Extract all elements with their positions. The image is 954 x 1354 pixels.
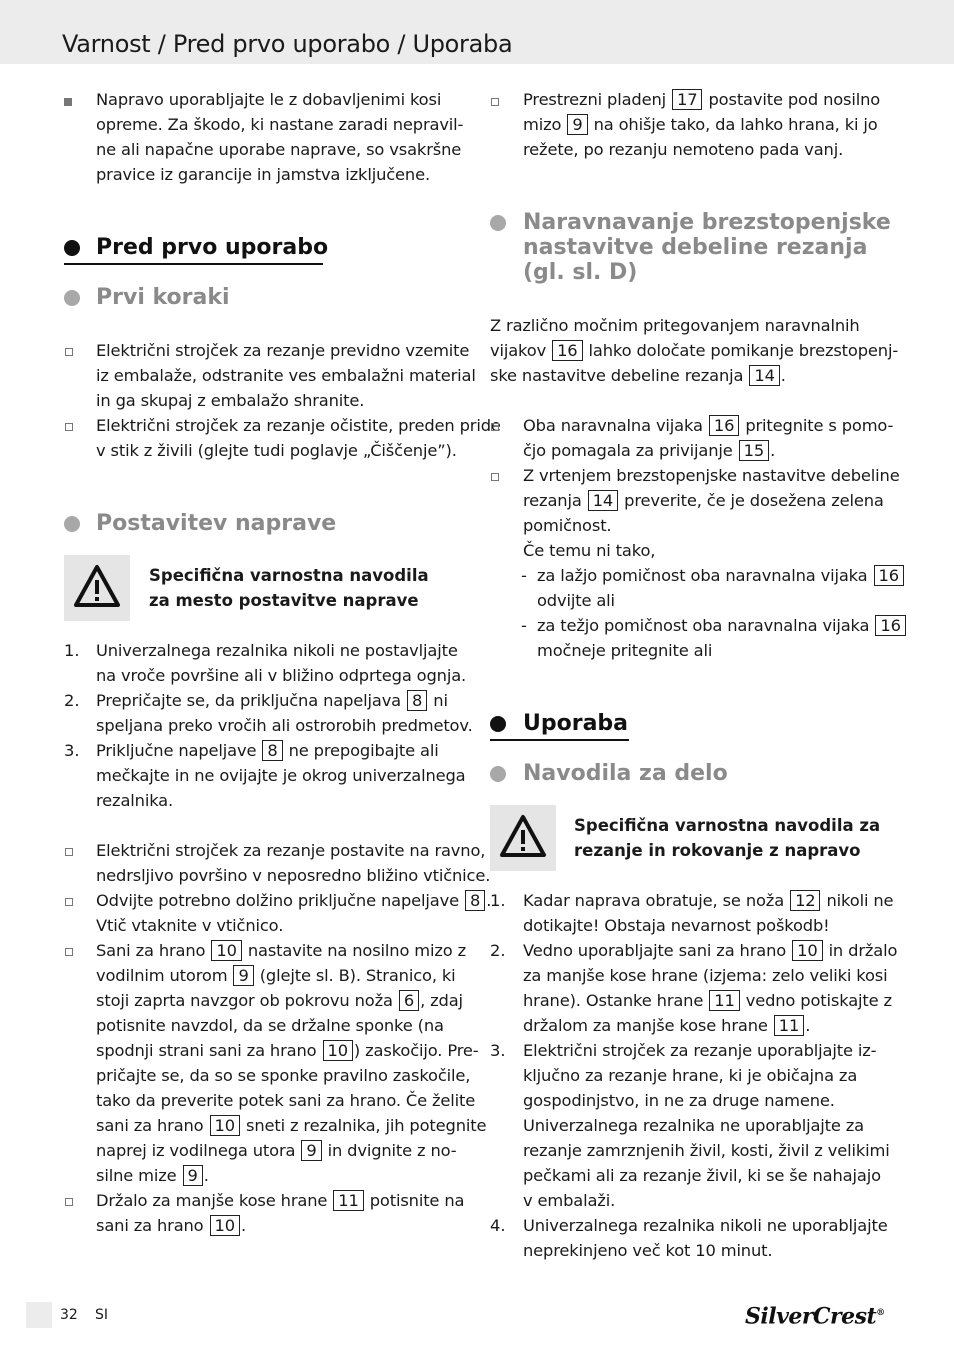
bullet-open xyxy=(491,98,499,106)
heading-pred-prvo-uporabo: Pred prvo uporabo xyxy=(96,235,329,260)
bullet-open xyxy=(65,848,73,856)
reference-number: 11 xyxy=(709,990,739,1011)
text-line: za težjo pomičnost oba naravnalna vijaka 16 xyxy=(537,613,907,638)
text-line: in ga skupaj z embalažo shranite. xyxy=(96,391,365,410)
reference-number: 16 xyxy=(709,415,739,436)
dash-bullet: - xyxy=(521,566,527,585)
text-line: sani za hrano 10 sneti z rezalnika, jih potegnite xyxy=(96,1116,487,1135)
text-line: pričajte se, da so se sponke pravilno zaskočile, xyxy=(96,1066,471,1085)
reference-number: 8 xyxy=(465,890,485,911)
text-line: nastavitve debeline rezanja xyxy=(523,235,868,260)
reference-number: 11 xyxy=(333,1190,363,1211)
reference-number: 10 xyxy=(210,1115,240,1136)
text-line: rezanje in rokovanje z napravo xyxy=(574,841,861,860)
section-dot xyxy=(490,766,506,782)
text-line: rezanje zamrznjenih živil, kosti, živil z velikimi xyxy=(523,1141,890,1160)
heading-underline xyxy=(64,263,323,265)
text-line: mizo 9 na ohišje tako, da lahko hrana, ki jo xyxy=(523,115,878,134)
section-dot xyxy=(490,215,506,231)
reference-number: 9 xyxy=(233,965,253,986)
text-line: rezalnika. xyxy=(96,791,174,810)
text-line: v embalaži. xyxy=(523,1191,616,1210)
bullet-open xyxy=(65,348,73,356)
text-line: opreme. Za škodo, ki nastane zaradi nepravil- xyxy=(96,115,464,134)
reference-number: 8 xyxy=(262,740,282,761)
reference-number: 10 xyxy=(792,940,822,961)
text-line: čjo pomagala za privijanje 15 . xyxy=(523,441,776,460)
sub-item xyxy=(537,613,907,663)
reference-number: 16 xyxy=(552,340,582,361)
dash-bullet: - xyxy=(521,616,527,635)
text-line: na vroče površine ali v bližino odprtega ognja. xyxy=(96,666,467,685)
brand-logo xyxy=(745,1297,885,1332)
registered-mark: ® xyxy=(876,1308,885,1318)
heading-prvi-koraki: Prvi koraki xyxy=(96,285,230,310)
text-line: Naravnavanje brezstopenjske xyxy=(523,210,891,235)
numbered-item xyxy=(523,938,897,1038)
step-paragraph xyxy=(96,1188,464,1238)
list-number: 3. xyxy=(490,1041,506,1060)
text-line: potisnite navzdol, da se držalne sponke (na xyxy=(96,1016,444,1035)
text-line: za lažjo pomičnost oba naravnalna vijaka 16 xyxy=(537,563,905,588)
reference-number: 14 xyxy=(749,365,779,386)
section-dot xyxy=(64,240,80,256)
bullet-open xyxy=(65,423,73,431)
text-line: Vtič vtaknite v vtičnico. xyxy=(96,916,284,935)
bullet-open xyxy=(491,473,499,481)
text-line: Specifična varnostna navodila za xyxy=(574,816,881,835)
page-number: 32 xyxy=(60,1307,78,1323)
text-line: tako da preverite potek sani za hrano. Če želite xyxy=(96,1091,476,1110)
language-code: SI xyxy=(95,1307,109,1323)
text-line: odvijte ali xyxy=(537,591,615,610)
numbered-item xyxy=(96,688,473,738)
numbered-item xyxy=(523,1038,890,1213)
step-paragraph xyxy=(523,87,880,162)
text-line: neprekinjeno več kot 10 minut. xyxy=(523,1241,773,1260)
numbered-item xyxy=(96,738,466,813)
numbered-item xyxy=(96,638,466,688)
reference-number: 15 xyxy=(739,440,769,461)
page-header xyxy=(0,0,954,64)
reference-number: 14 xyxy=(588,490,618,511)
list-number: 1. xyxy=(490,891,506,910)
text-line: mečkajte in ne ovijajte je okrog univerzalnega xyxy=(96,766,466,785)
text-line: ključno za rezanje hrane, ki je običajna za xyxy=(523,1066,858,1085)
text-line: nedrsljivo površino v neposredno bližino vtičnice. xyxy=(96,866,491,885)
body-paragraph xyxy=(490,313,898,388)
step-paragraph xyxy=(96,413,501,463)
warning-box xyxy=(490,805,556,871)
text-line: Oba naravnalna vijaka 16 pritegnite s pomo- xyxy=(523,416,894,435)
text-line: Priključne napeljave 8 ne prepogibajte ali xyxy=(96,741,439,760)
text-line: ne ali napačne uporabe naprave, so vsakršne xyxy=(96,140,462,159)
heading-underline xyxy=(490,739,629,741)
intro-paragraph xyxy=(96,87,463,187)
text-line: Napravo uporabljajte le z dobavljenimi kosi xyxy=(96,90,442,109)
list-number: 4. xyxy=(490,1216,506,1235)
step-paragraph xyxy=(523,463,900,563)
text-line: spodnji strani sani za hrano 10 ) zaskočijo. Pre- xyxy=(96,1041,479,1060)
text-line: vijakov 16 lahko določate pomikanje brezstopenj- xyxy=(490,341,899,360)
text-line: Vedno uporabljajte sani za hrano 10 in držalo xyxy=(523,941,898,960)
text-line: Specifična varnostna navodila xyxy=(149,566,429,585)
reference-number: 11 xyxy=(774,1015,804,1036)
bullet-open xyxy=(65,948,73,956)
text-line: iz embalaže, odstranite ves embalažni material xyxy=(96,366,476,385)
text-line: vodilnim utorom 9 (glejte sl. B). Stranico, ki xyxy=(96,966,456,985)
reference-number: 10 xyxy=(323,1040,353,1061)
text-line: sani za hrano 10 . xyxy=(96,1216,246,1235)
text-line: dotikajte! Obstaja nevarnost poškodb! xyxy=(523,916,830,935)
text-line: (gl. sl. D) xyxy=(523,260,638,285)
text-line: Z različno močnim pritegovanjem naravnalnih xyxy=(490,316,860,335)
text-line: silne mize 9 . xyxy=(96,1166,209,1185)
section-dot xyxy=(490,716,506,732)
warning-box xyxy=(64,555,130,621)
step-paragraph xyxy=(96,938,486,1188)
text-line: Univerzalnega rezalnika ne uporabljajte za xyxy=(523,1116,864,1135)
text-line: Univerzalnega rezalnika nikoli ne uporabljajte xyxy=(523,1216,888,1235)
warning-triangle-icon xyxy=(490,805,556,871)
reference-number: 8 xyxy=(407,690,427,711)
warning-text xyxy=(149,563,429,613)
step-paragraph xyxy=(96,888,491,938)
text-line: stoji zaprta navzgor ob pokrovu noža 6 , zdaj xyxy=(96,991,463,1010)
text-line: Električni strojček za rezanje postavite na ravno, xyxy=(96,841,486,860)
reference-number: 16 xyxy=(874,565,904,586)
brand-name: SilverCrest xyxy=(745,1303,877,1330)
section-dot xyxy=(64,290,80,306)
text-line: režete, po rezanju nemoteno pada vanj. xyxy=(523,140,844,159)
bullet-filled xyxy=(64,98,72,106)
reference-number: 9 xyxy=(183,1165,203,1186)
text-line: Električni strojček za rezanje previdno vzemite xyxy=(96,341,470,360)
reference-number: 9 xyxy=(301,1140,321,1161)
text-line: naprej iz vodilnega utora 9 in dvignite z no- xyxy=(96,1141,457,1160)
reference-number: 6 xyxy=(399,990,419,1011)
bullet-open xyxy=(65,898,73,906)
text-line: za manjše kose hrane (izjema: zelo veliki kosi xyxy=(523,966,888,985)
numbered-item xyxy=(523,888,893,938)
reference-number: 9 xyxy=(567,114,587,135)
text-line: speljana preko vročih ali ostrorobih predmetov. xyxy=(96,716,473,735)
page-number-marker xyxy=(26,1302,52,1328)
list-number: 2. xyxy=(64,691,80,710)
bullet-open xyxy=(491,423,499,431)
warning-text xyxy=(574,813,880,863)
text-line: Če temu ni tako, xyxy=(523,541,656,560)
text-line: močneje pritegnite ali xyxy=(537,641,713,660)
text-line: Sani za hrano 10 nastavite na nosilno mizo z xyxy=(96,941,467,960)
reference-number: 16 xyxy=(875,615,905,636)
text-line: pravice iz garancije in jamstva izključene. xyxy=(96,165,430,184)
reference-number: 10 xyxy=(210,1215,240,1236)
warning-triangle-icon xyxy=(64,555,130,621)
text-line: za mesto postavitve naprave xyxy=(149,591,419,610)
text-line: držalom za manjše kose hrane 11 . xyxy=(523,1016,811,1035)
list-number: 1. xyxy=(64,641,80,660)
text-line: Prepričajte se, da priključna napeljava 8 ni xyxy=(96,691,448,710)
reference-number: 17 xyxy=(672,89,702,110)
heading-uporaba: Uporaba xyxy=(523,711,629,736)
text-line: pečkami ali za rezanje živil, ki se še nahajajo xyxy=(523,1166,881,1185)
step-paragraph xyxy=(96,338,476,413)
step-paragraph xyxy=(523,413,893,463)
heading-navodila-za-delo: Navodila za delo xyxy=(523,761,728,786)
reference-number: 10 xyxy=(211,940,241,961)
text-line: Z vrtenjem brezstopenjske nastavitve debeline xyxy=(523,466,900,485)
text-line: pomičnost. xyxy=(523,516,612,535)
step-paragraph xyxy=(96,838,490,888)
list-number: 3. xyxy=(64,741,80,760)
section-dot xyxy=(64,516,80,532)
text-line: Prestrezni pladenj 17 postavite pod nosilno xyxy=(523,90,881,109)
heading-naravnavanje xyxy=(523,210,891,285)
text-line: Držalo za manjše kose hrane 11 potisnite na xyxy=(96,1191,465,1210)
text-line: hrane). Ostanke hrane 11 vedno potiskajte z xyxy=(523,991,892,1010)
text-line: Odvijte potrebno dolžino priključne napeljave 8 . xyxy=(96,891,492,910)
sub-item xyxy=(537,563,905,613)
list-number: 2. xyxy=(490,941,506,960)
text-line: ske nastavitve debeline rezanja 14 . xyxy=(490,366,786,385)
text-line: Električni strojček za rezanje uporabljajte iz- xyxy=(523,1041,877,1060)
heading-postavitev-naprave: Postavitev naprave xyxy=(96,511,337,536)
text-line: v stik z živili (glejte tudi poglavje „Čiščenje”). xyxy=(96,441,457,460)
text-line: Univerzalnega rezalnika nikoli ne postavljajte xyxy=(96,641,458,660)
numbered-item xyxy=(523,1213,888,1263)
bullet-open xyxy=(65,1198,73,1206)
text-line: gospodinjstvo, in ne za druge namene. xyxy=(523,1091,835,1110)
text-line: Kadar naprava obratuje, se noža 12 nikoli ne xyxy=(523,891,894,910)
page-title: Varnost / Pred prvo uporabo / Uporaba xyxy=(62,30,513,58)
text-line: Električni strojček za rezanje očistite, preden pride xyxy=(96,416,501,435)
text-line: rezanja 14 preverite, če je dosežena zelena xyxy=(523,491,884,510)
reference-number: 12 xyxy=(790,890,820,911)
